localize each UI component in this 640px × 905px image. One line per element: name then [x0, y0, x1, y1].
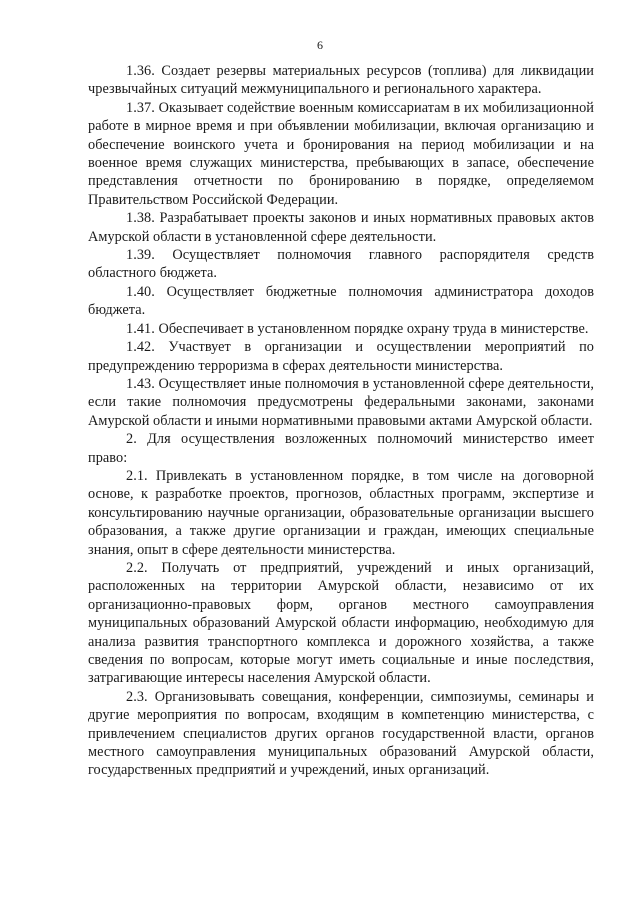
- paragraph-1-40: 1.40. Осуществляет бюджетные полномочия администратора доходов бюджета.: [88, 283, 594, 319]
- page-number: 6: [317, 38, 323, 52]
- paragraph-1-36: 1.36. Создает резервы материальных ресурсов (топлива) для ликвидации чрезвычайных ситуаций межмуниципального и регионального характера.: [88, 63, 594, 98]
- paragraph-1-38: 1.38. Разрабатывает проекты законов и иных нормативных правовых актов Амурской области в установленной сфере деятельности.: [88, 210, 594, 245]
- paragraph-1-42: 1.42. Участвует в организации и осуществлении мероприятий по предупреждению терроризма в сферах деятельности министерства.: [88, 339, 594, 374]
- paragraph-2: 2. Для осуществления возложенных полномочий министерство имеет право:: [88, 431, 594, 466]
- paragraph-1-41: 1.41. Обеспечивает в установленном порядке охрану труда в министерстве.: [126, 320, 589, 337]
- paragraph-2-1: 2.1. Привлекать в установленном порядке, в том числе на договорной основе, к разработке проектов, прогнозов, областных программ, экспертизе и консультированию научные организации, образовательные организации высшего образования, а также другие организации и граждан, имеющих специальные знания, опыт в сфере деятельности министерства.: [88, 467, 594, 558]
- paragraph-2-3: 2.3. Организовывать совещания, конференции, симпозиумы, семинары и другие мероприятия по вопросам, входящим в компетенцию министерства, с привлечением специалистов других органов государственной власти, органов местного самоуправления муниципальных образований Амурской области, государственных предприятий и учреждений, иных организаций.: [88, 688, 594, 779]
- paragraph-1-43: 1.43. Осуществляет иные полномочия в установленной сфере деятельности, если такие полномочия предусмотрены федеральными законами, законами Амурской области и иными нормативными правовыми актами Амурской области.: [88, 375, 594, 429]
- paragraph-2-2: 2.2. Получать от предприятий, учреждений и иных организаций, расположенных на территории Амурской области, независимо от их организационно-правовых форм, органов местного самоуправления муниципальных образований Амурской области информацию, необходимую для анализа развития транспортного комплекса и дорожного хозяйства, а также сведения по вопросам, которые могут иметь социальные и иные последствия, затрагивающие интересы населения Амурской области.: [88, 559, 594, 687]
- paragraph-1-39: 1.39. Осуществляет полномочия главного распорядителя средств областного бюджета.: [88, 247, 594, 282]
- document-body: [88, 62, 594, 780]
- paragraph-1-37: 1.37. Оказывает содействие военным комиссариатам в их мобилизационной работе в мирное время и при объявлении мобилизации, включая организацию и обеспечение воинского учета и бронирования на период мобилизации и на военное время служащих министерства, пребывающих в запасе, обеспечение представления отчетности по бронированию в порядке, определяемом Правительством Российской Федерации.: [88, 99, 594, 208]
